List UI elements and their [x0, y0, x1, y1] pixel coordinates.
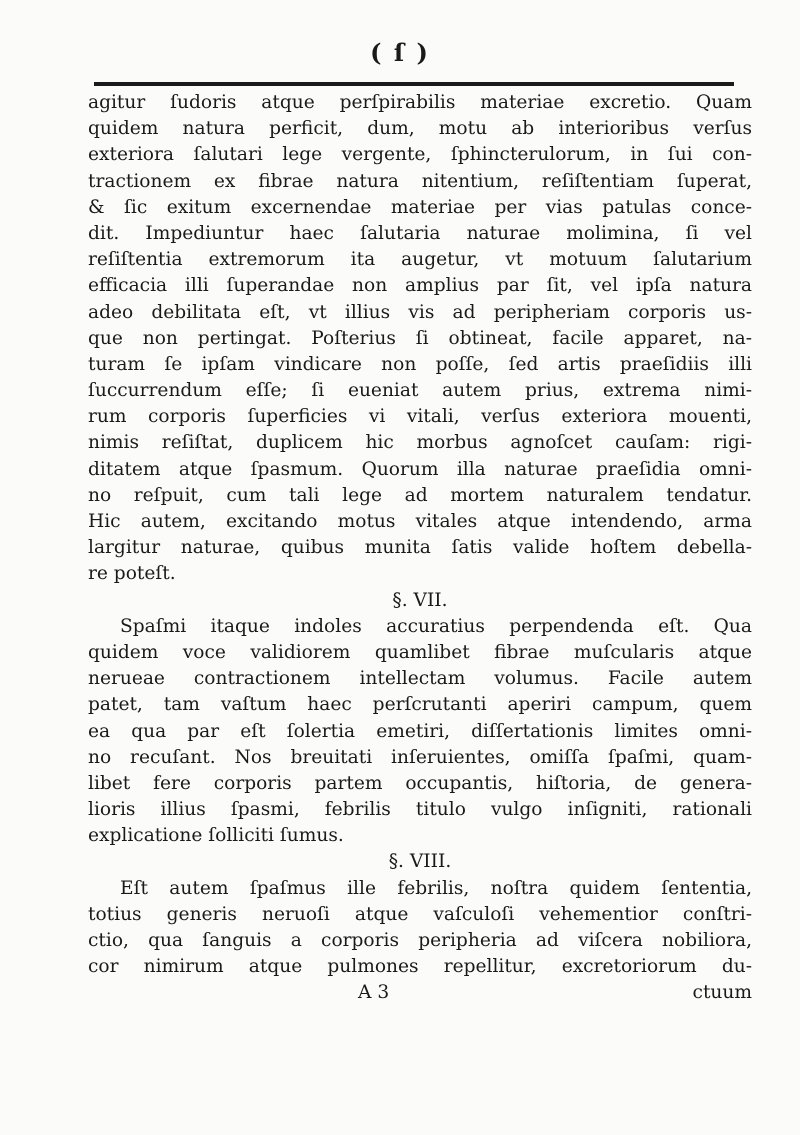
- text-line: ditatem atque ſpasmum. Quorum illa naturae praeſidia omni-: [88, 458, 752, 480]
- text-line: no reſpuit, cum tali lege ad mortem naturalem tendatur.: [88, 484, 752, 506]
- catchword: ctuum: [692, 982, 752, 1004]
- paragraph-section-7: [88, 614, 752, 850]
- text-line: efficacia illi ſuperandae non amplius par ſit, vel ipſa natura: [88, 275, 752, 297]
- section-heading-7: §. VII.: [392, 589, 448, 611]
- signature-mark: A 3: [358, 982, 390, 1004]
- section-heading-8: §. VIII.: [388, 851, 452, 873]
- text-line: adeo debilitata eſt, vt illius vis ad peripheriam corporis us-: [88, 301, 752, 323]
- text-line: largitur naturae, quibus munita ſatis valide hoſtem debella-: [88, 537, 752, 559]
- text-line: dit. Impediuntur haec ſalutaria naturae molimina, ſi vel: [88, 222, 752, 244]
- text-line: rum corporis ſuperficies vi vitali, verſus exteriora mouenti,: [88, 406, 752, 428]
- page-number: ( ſ ): [370, 38, 430, 67]
- page-header: [0, 38, 800, 67]
- text-line: no recuſant. Nos breuitati inſeruientes, omiſſa ſpaſmi, quam-: [88, 746, 752, 768]
- text-line: lioris illius ſpasmi, febrilis titulo vulgo inſigniti, rationali: [88, 799, 752, 821]
- footer-line: [88, 980, 752, 1006]
- text-line: patet, tam vaſtum haec perſcrutanti aperiri campum, quem: [88, 694, 752, 716]
- text-line: explicatione ſolliciti ſumus.: [88, 825, 344, 847]
- text-line: nerueae contractionem intellectam volumus. Facile autem: [88, 668, 752, 690]
- text-line: nimis reſiſtat, duplicem hic morbus agnoſcet cauſam: rigi-: [88, 432, 752, 454]
- text-line: Eſt autem ſpaſmus ille febrilis, noſtra quidem ſententia,: [120, 877, 752, 899]
- paragraph-intro: [88, 90, 752, 588]
- text-line: libet fere corporis partem occupantis, hiſtoria, de genera-: [88, 772, 752, 794]
- body-text: [88, 90, 752, 1007]
- text-line: quidem voce validiorem quamlibet fibrae muſcularis atque: [88, 641, 752, 663]
- text-line: quidem natura perficit, dum, motu ab interioribus verſus: [88, 118, 752, 140]
- text-line: agitur ſudoris atque perſpirabilis materiae excretio. Quam: [88, 92, 752, 113]
- text-line: ſuccurrendum eſſe; ſi eueniat autem prius, extrema nimi-: [88, 380, 752, 402]
- text-line: re poteſt.: [88, 563, 176, 585]
- text-line: ctio, qua ſanguis a corporis peripheria ad viſcera nobiliora,: [88, 930, 752, 951]
- text-line: & ſic exitum excernendae materiae per vias patulas conce-: [88, 196, 752, 218]
- header-rule: [94, 82, 734, 86]
- text-line: cor nimirum atque pulmones repellitur, excretoriorum du-: [88, 956, 752, 978]
- text-line: exteriora ſalutari lege vergente, ſphincterulorum, in ſui con-: [88, 144, 752, 166]
- text-line: Spaſmi itaque indoles accuratius perpendenda eſt. Qua: [120, 615, 752, 637]
- text-line: totius generis neruoſi atque vaſculoſi vehementior conſtri-: [88, 903, 752, 925]
- text-line: turam ſe ipſam vindicare non poſſe, ſed artis praeſidiis illi: [88, 353, 752, 375]
- text-line: tractionem ex fibrae natura nitentium, reſiſtentiam ſuperat,: [88, 170, 752, 192]
- text-line: que non pertingat. Poſterius ſi obtineat, facile apparet, na-: [88, 327, 752, 349]
- paragraph-section-8: [88, 876, 752, 981]
- text-line: ea qua par eſt ſolertia emetiri, diſſertationis limites omni-: [88, 720, 752, 742]
- text-line: Hic autem, excitando motus vitales atque intendendo, arma: [88, 511, 752, 532]
- text-line: reſiſtentia extremorum ita augetur, vt motuum ſalutarium: [88, 249, 752, 271]
